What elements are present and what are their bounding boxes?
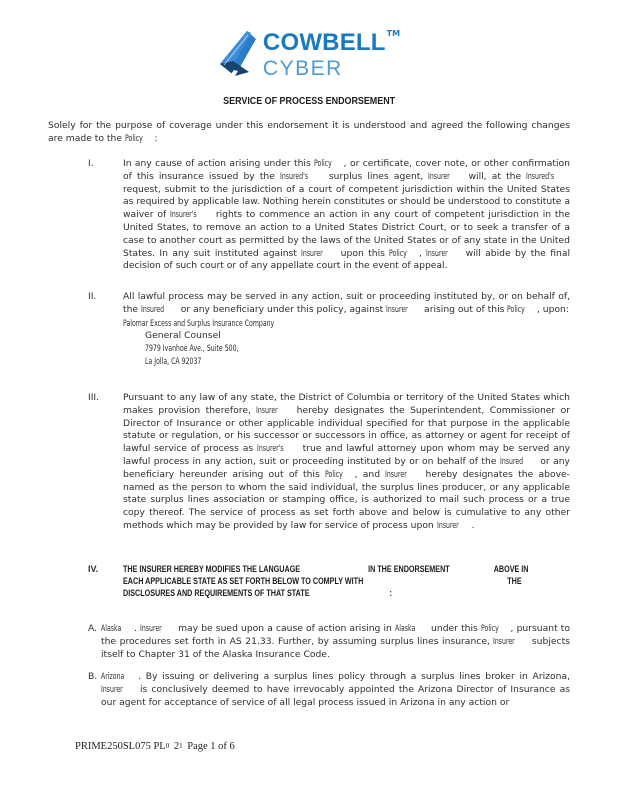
address-city: La Jolla, CA 92037 xyxy=(145,356,202,367)
section-iv-label: IV. xyxy=(88,564,99,574)
brand-name xyxy=(263,30,400,55)
subsection-b-label: B. xyxy=(88,671,98,682)
service-address-block xyxy=(123,318,570,369)
subsection-a-label: A. xyxy=(88,623,98,634)
logo xyxy=(48,30,570,83)
section-i xyxy=(48,158,570,273)
section-iv-line-2: EACH APPLICABLE STATE AS SET FORTH BELOW TO COMPLY WITH THE xyxy=(123,576,522,586)
section-iv xyxy=(48,563,570,599)
section-iv-body xyxy=(123,563,618,599)
section-iii xyxy=(48,392,570,533)
brand-text xyxy=(263,30,400,79)
section-iv-line-3: DISCLOSURES AND REQUIREMENTS OF THAT STATE : xyxy=(123,588,392,598)
section-ii-label: II. xyxy=(88,291,97,302)
subsection-a-alaska xyxy=(48,623,570,661)
section-ii-body: All lawful process may be served in any action, suit or proceeding instituted by, or on behalf of, the Insured or any beneficiary under this policy, against Insurer arising out of this Policy , upon: xyxy=(123,291,570,315)
subsection-b-arizona xyxy=(48,671,570,709)
address-street: 7979 Ivanhoe Ave., Suite 500, xyxy=(145,344,239,355)
section-i-label: I. xyxy=(88,158,94,169)
section-iii-label: III. xyxy=(88,392,100,403)
address-company: Palomar Excess and Surplus Insurance Company xyxy=(123,318,275,329)
subsection-b-body: Arizona . By issuing or delivering a surplus lines policy through a surplus lines broker in Arizona, Insurer is conclusively deemed to have irrevocably appointed the Arizona Director of Insurance as our agent for acceptance of service of all legal process issued in Arizona in any action or xyxy=(101,671,570,708)
address-recipient: General Counsel xyxy=(145,330,221,342)
intro-paragraph: Solely for the purpose of coverage under this endorsement it is understood and agreed the following changes are made to the Policy : xyxy=(48,120,570,144)
page-title: SERVICE OF PROCESS ENDORSEMENT xyxy=(223,95,395,107)
title-row xyxy=(48,95,570,109)
section-iii-body: Pursuant to any law of any state, the District of Columbia or territory of the United States which makes provision therefore, Insurer hereby designates the Superintendent, Commissioner or Director of Insurance or other applicable individual specified for that purpose in the applicable statute or regulation, or his successor or successors in office, as attorney or agent for receipt of lawful service of process as Insurer's true and lawful attorney upon whom may be served any lawful process in any action, suit or proceeding instituted by or on behalf of the Insured or any beneficiary hereunder arising out of this Policy , and Insurer hereby designates the above-named as the person to whom the said individual, the surplus lines producer, or any applicable state surplus lines association or stamping office, is authorized to mail such process or a true copy thereof. The service of process as set forth above and below is cumulative to any other methods which may be provided by law for service of process upon Insurer . xyxy=(123,392,571,531)
brand-name-bottom: CYBER xyxy=(262,57,343,80)
brand-name-top: COWBELL xyxy=(262,29,386,56)
footer-form-number: PRIME250SL075 PL0 21 Page 1 of 6 xyxy=(75,741,235,752)
cowbell-icon xyxy=(218,30,256,83)
subsection-a-body: Alaska . Insurer may be sued upon a cause of action arising in Alaska under this Policy , pursuant to the procedures set forth in AS 21.33. Further, by assuming surplus lines insurance, Insurer subjects itself to Chapter 31 of the Alaska Insurance Code. xyxy=(101,623,571,660)
section-iv-line-1: THE INSURER HEREBY MODIFIES THE LANGUAGE IN THE ENDORSEMENT ABOVE IN xyxy=(123,564,529,574)
section-ii xyxy=(48,291,570,369)
section-i-body: In any cause of action arising under this Policy , or certificate, cover note, or other confirmation of this insurance issued by the Insured's surplus lines agent, Insurer will, at the Insured's request, submit to the jurisdiction of a court of competent jurisdiction within the United States as required by applicable law. Nothing herein constitutes or should be understood to constitute a waiver of Insurer's rights to commence an action in any court of competent jurisdiction in the United States, to remove an action to a United States District Court, or to seek a transfer of a case to another court as permitted by the laws of the United States or of any state in the United States. In any suit instituted against Insurer upon this Policy , Insurer will abide by the final decision of such court or of any appellate court in the event of appeal. xyxy=(123,158,571,272)
trademark-symbol: TM xyxy=(386,29,401,38)
